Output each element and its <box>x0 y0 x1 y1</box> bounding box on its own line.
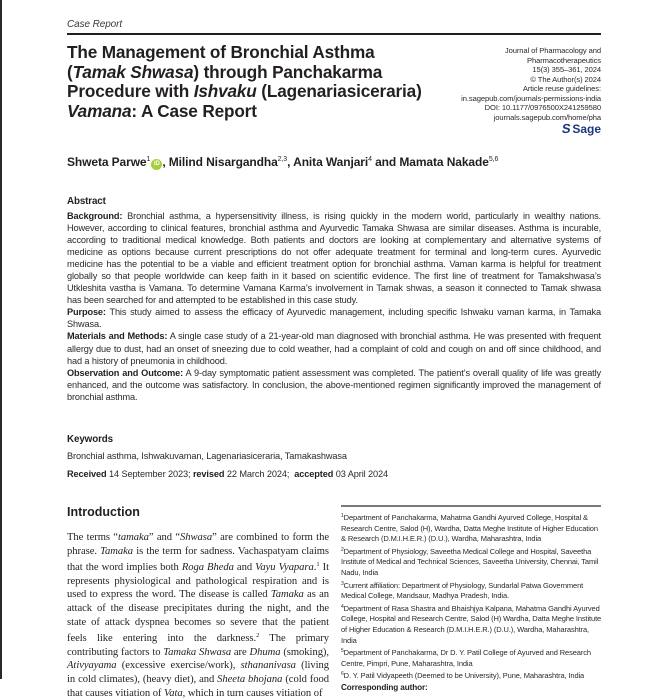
methods-label: Materials and Methods: <box>67 331 168 342</box>
italic-term: Sheeta bhojana <box>217 673 283 685</box>
keywords-list: Bronchial asthma, Ishwakuvaman, Lagenariasiceraria, Tamakashwasa <box>67 451 347 461</box>
affiliations-footnote <box>341 511 603 694</box>
window-left-border <box>0 0 2 679</box>
article-dates <box>67 468 601 480</box>
author-separator: , <box>287 155 294 169</box>
reuse-label: Article reuse guidelines: <box>522 84 601 93</box>
affiliation-item <box>341 602 603 646</box>
author-list <box>67 155 607 170</box>
text-run: , which in turn causes vitiation of <box>182 687 323 699</box>
abstract-section <box>67 196 601 403</box>
introduction-body <box>67 531 329 700</box>
introduction-heading: Introduction <box>67 505 140 519</box>
italic-term: Vayu Vyapara <box>255 562 314 574</box>
author-separator: and <box>371 155 400 169</box>
text-run: ” are combined to form the phrase. <box>67 532 329 557</box>
abstract-purpose <box>67 306 601 330</box>
author-name: Mamata Nakade <box>399 155 489 169</box>
background-label: Background: <box>67 211 123 221</box>
italic-term: Roga Bheda <box>181 562 234 574</box>
keywords-section <box>67 434 601 480</box>
orcid-icon[interactable]: iD <box>151 159 162 170</box>
author-affil-sup: 5,6 <box>488 156 499 163</box>
accepted-label: accepted <box>294 469 334 479</box>
abstract-methods <box>67 330 601 366</box>
purpose-label: Purpose: <box>67 307 106 318</box>
author-name: Milind Nisargandha <box>168 155 278 169</box>
italic-term: tamaka <box>117 532 149 543</box>
journal-copyright: © The Author(s) 2024 <box>530 74 601 84</box>
reuse-link[interactable]: in.sagepub.com/journals-permissions-india <box>461 93 601 103</box>
sage-wordmark: Sage <box>572 121 601 136</box>
journal-home-link[interactable]: journals.sagepub.com/home/pha <box>493 112 601 122</box>
affiliation-text: Department of Physiology, Saveetha Medical College and Hospital, Saveetha Institute of Medical and Technical Sciences, Saveetha University, Chennai, Tamil Nadu, India <box>341 546 599 577</box>
italic-term: sthananivasa <box>240 660 296 672</box>
affiliation-sup: 1 <box>341 513 344 519</box>
italic-term: Tamaka <box>270 589 304 601</box>
journal-name-line-2: Pharmacotherapeutics <box>527 55 601 65</box>
header-rule <box>67 33 601 35</box>
methods-text: A single case study of a 21-year-old man diagnosed with bronchial asthma. He was presented with frequent allergy due to dust, had an onset of sneezing due to cold weather, had a complaint of cold and cough on and off since childhood, and had a history of pneumonia in childhood. <box>67 331 601 366</box>
italic-term: Tamaka Shwasa <box>163 646 232 658</box>
sage-s-icon: S <box>560 121 572 136</box>
citation-sup: 2 <box>256 632 260 640</box>
title-italic-vamana: Vamana <box>67 100 132 121</box>
text-run: It represents physiological and pathological respiration and is used to express the word. The disease is called <box>67 562 330 601</box>
introduction-paragraph <box>67 531 329 700</box>
received-date: 14 September 2023; <box>106 469 193 479</box>
article-title <box>67 43 427 121</box>
outcome-text: A 9-day symptomatic patient assessment was completed. The patient’s overall quality of life was greatly enhanced, and the outcome was satisfactory. In conclusion, the above-mentioned regimen significantly improved the management of bronchial asthma. <box>67 367 602 402</box>
affiliation-sup: 5 <box>341 648 344 655</box>
corresponding-author-label: Corresponding author: <box>341 682 428 692</box>
text-run: as an attack of the disease precipitates during the night, and the state of attack dyspnea becomes so severe that the patient feels like entering into the darkness. <box>67 589 329 645</box>
text-run: (living in cold climates), (heavy diet), and <box>67 660 329 685</box>
background-text: Bronchial asthma, a hypersensitivity illness, is rising quickly in the modern world, particularly in wealthy nations. However, according to clinical features, bronchial asthma and Ayurvedic Tamaka Shwasa are similar diseases. Asthma is incurable, according to traditional medical knowledge. Both patients and doctors are looking at complementary and alternative systems of medicine as options because current prescriptions do not offer adequate treatment for terminal and long-term cures. Ayurvedic medicine has the potential to be a viable and efficient treatment option for bronchial asthma. Vaman karma is helpful for treatment globally so that people worldwide can keep faith in it based on scientific evidence. The first line of treatment for Tamakshwasa’s Utkleshita vastha is Vamana. To determine Vamana Karma’s involvement in Tamak shwas, a season it connected to Tamak shwasa has been searched for and attempted to be established in this case study. <box>67 211 601 306</box>
affiliation-sup: 4 <box>341 603 344 610</box>
title-line-4-rest: : A Case Report <box>131 100 257 121</box>
title-line-1: The Management of Bronchial Asthma <box>67 42 375 62</box>
italic-term: Vata <box>164 687 183 699</box>
affiliation-item <box>341 511 603 545</box>
text-run: The terms “ <box>67 532 118 543</box>
title-italic-ishvaku: Ishvaku <box>193 81 257 101</box>
italic-term: Dhuma <box>249 646 281 658</box>
italic-term: Tamaka <box>100 545 134 557</box>
text-run: The primary contributing factors to <box>67 633 329 658</box>
abstract-outcome <box>67 367 601 403</box>
title-line-2-rest: ) through Panchakarma <box>193 61 383 82</box>
accepted-date: 03 April 2024 <box>333 469 389 479</box>
affiliations-rule <box>341 505 601 507</box>
doi-link[interactable]: DOI: 10.1177/0976500X241259580 <box>484 103 601 112</box>
author-affil-sup: 1 <box>146 156 151 163</box>
text-run: (smoking), <box>280 646 330 658</box>
purpose-text: This study aimed to assess the efficacy of Ayurvedic management, including specific Ishwaku vaman karma, in Tamaka Shwasa. <box>67 307 601 330</box>
keywords-heading: Keywords <box>67 434 114 445</box>
affiliation-sup: 6 <box>341 671 344 678</box>
text-run: (cold food that causes vitiation of <box>67 673 329 699</box>
author-affil-sup: 2,3 <box>277 156 288 163</box>
article-type-label: Case Report <box>67 19 123 30</box>
text-run: is the term for sadness. Vachaspatyam claims that the word implies both <box>67 545 329 574</box>
abstract-heading: Abstract <box>67 196 106 207</box>
journal-name-line-1: Journal of Pharmacology and <box>504 46 601 55</box>
outcome-label: Observation and Outcome: <box>67 367 184 378</box>
affiliation-sup: 2 <box>341 546 344 553</box>
author-separator: , <box>162 155 169 169</box>
text-run: are <box>231 646 250 658</box>
title-line-3-rest: (Lagenariasiceraria) <box>256 81 422 101</box>
text-run: ” and “ <box>148 532 181 543</box>
received-label: Received <box>67 469 107 479</box>
journal-volume: 15(3) 355–361, 2024 <box>532 65 601 74</box>
title-italic-tamak-shwasa: Tamak Shwasa <box>72 61 194 82</box>
affiliation-text: D. Y. Patil Vidyapeeth (Deemed to be University), Pune, Maharashtra, India <box>343 671 585 681</box>
affiliation-sup: 3 <box>341 580 344 587</box>
italic-term: Ativyayama <box>67 660 117 672</box>
revised-date: 22 March 2024; <box>224 469 295 479</box>
author-name: Anita Wanjari <box>293 155 369 169</box>
citation-sup: 1 <box>316 561 320 569</box>
title-paren: ( <box>67 61 73 82</box>
journal-info <box>381 46 601 122</box>
author-affil-sup: 4 <box>368 156 372 163</box>
affiliation-text: Department of Rasa Shastra and Bhaishjya Kalpana, Mahatma Gandhi Ayurved College, Hospital and Research Centre, Salod (H) Wardha, Datta Meghe Institute of Higher Education & Research (D.M.I.H.E.R.) (D.U.), Wardha, Maharashtra, India <box>341 603 602 645</box>
text-run: (excessive exercise/work), <box>116 660 241 672</box>
affiliation-item <box>341 545 603 579</box>
sage-logo <box>562 121 601 136</box>
abstract-background <box>67 210 601 306</box>
affiliation-text: Department of Panchakarma, Mahatma Gandhi Ayurved College, Hospital & Research Centre, Salod (H), Wardha, Datta Meghe Institute of Higher Education & Research (D.M.I.H.E.R.) (D.U.), Wardha, Maharashtra, India <box>341 513 598 544</box>
affiliation-text: Department of Panchakarma, Dr D. Y. Patil College of Ayurved and Research Centre, Pimpri, Pune, Maharashtra, India <box>341 648 591 668</box>
affiliation-item <box>341 579 603 602</box>
affiliation-text: Current affiliation: Department of Physiology, Sundarlal Patwa Government Medical College, Mandsaur, Madhya Pradesh, India. <box>341 580 584 601</box>
author-name: Shweta Parwe <box>67 155 147 169</box>
text-run: . <box>313 562 317 574</box>
revised-label: revised <box>192 469 225 479</box>
affiliation-item <box>341 646 603 669</box>
italic-term: Shwasa <box>180 532 213 543</box>
text-run: and <box>233 562 256 574</box>
affiliation-item <box>341 669 603 682</box>
title-line-3-start: Procedure with <box>67 81 194 101</box>
